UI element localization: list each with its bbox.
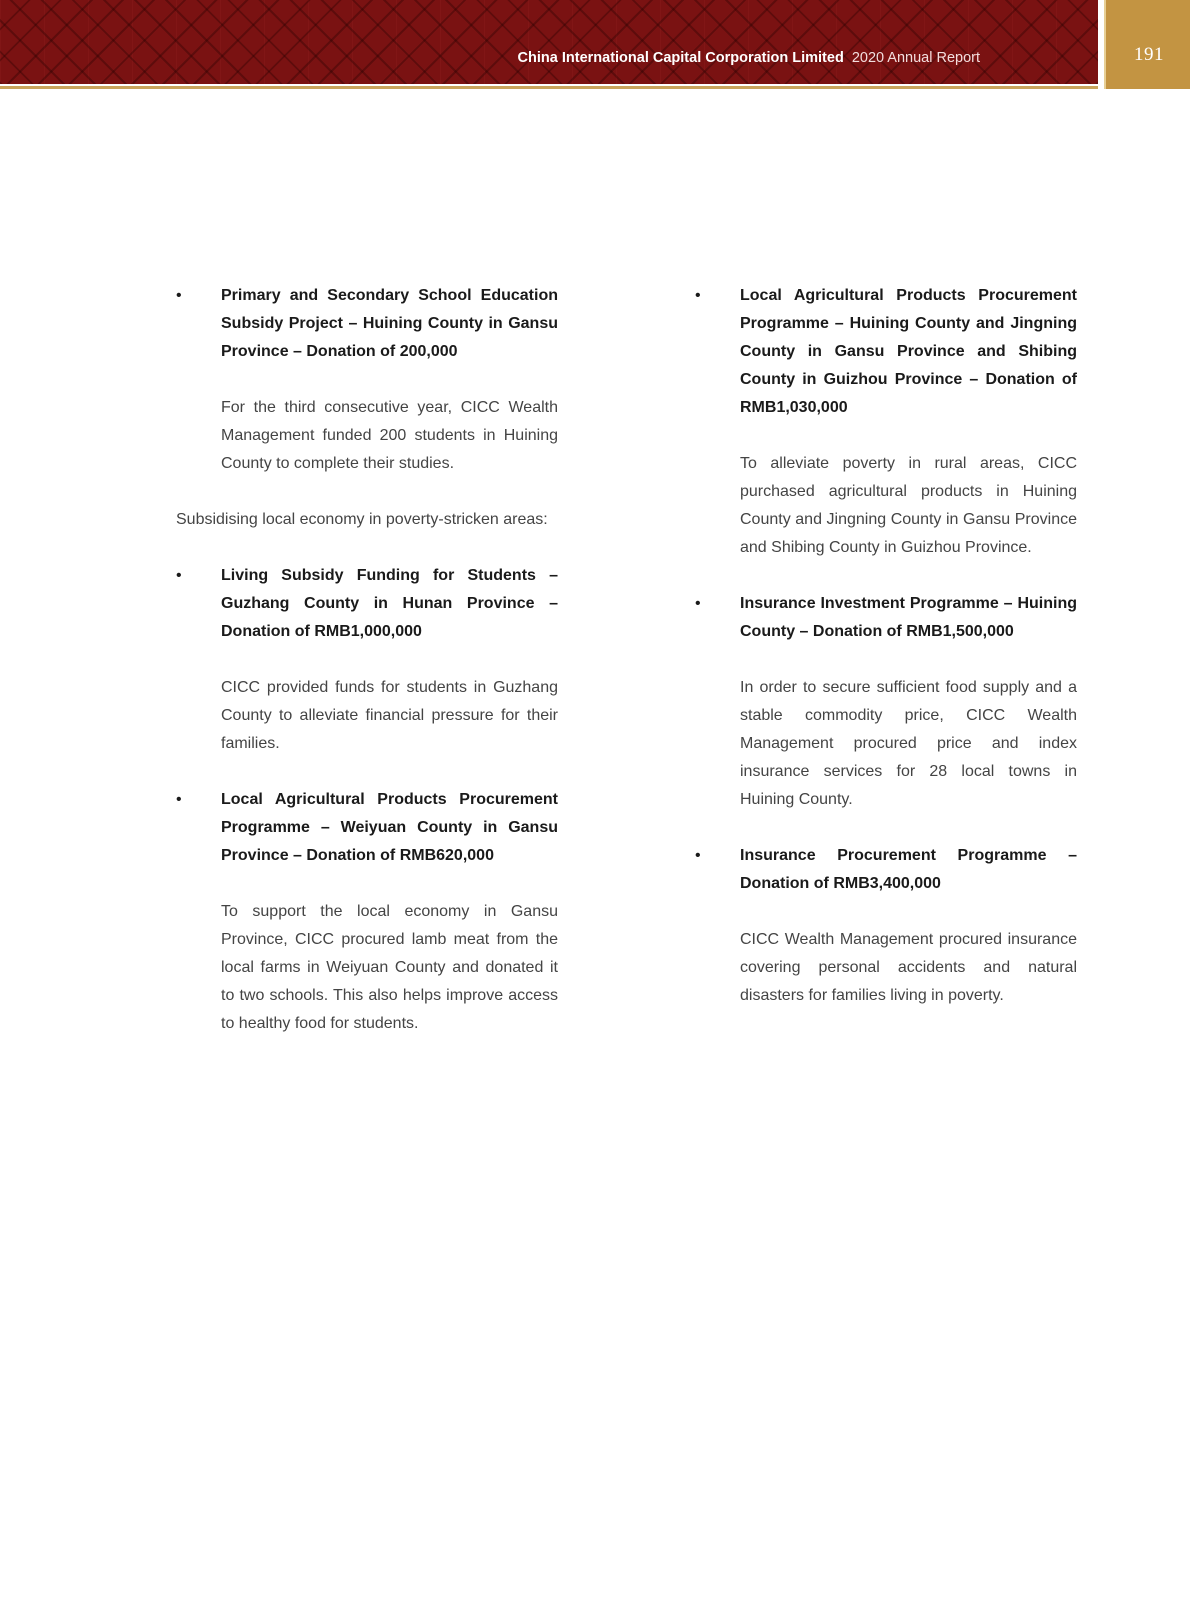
list-item [695, 590, 1077, 814]
item-body: CICC Wealth Management procured insurance covering personal accidents and natural disasters for families living in poverty. [740, 931, 1077, 1004]
item-title: Primary and Secondary School Education Subsidy Project – Huining County in Gansu Province – Donation of 200,000 [221, 287, 558, 360]
company-name: China International Capital Corporation Limited [517, 50, 844, 66]
header-banner [0, 0, 1098, 84]
item-title: Insurance Procurement Programme – Donation of RMB3,400,000 [740, 847, 1077, 892]
item-title: Local Agricultural Products Procurement Programme – Weiyuan County in Gansu Province – Donation of RMB620,000 [221, 791, 558, 864]
right-column [695, 282, 1077, 1038]
report-name: 2020 Annual Report [851, 50, 980, 66]
item-title: Local Agricultural Products Procurement Programme – Huining County and Jingning County in Gansu Province and Shibing County in Guizhou Province – Donation of RMB1,030,000 [740, 287, 1077, 416]
item-title: Insurance Investment Programme – Huining County – Donation of RMB1,500,000 [740, 595, 1077, 640]
page-number: 191 [1134, 44, 1164, 65]
list-item [695, 842, 1077, 1010]
item-body: For the third consecutive year, CICC Wealth Management funded 200 students in Huining County to complete their studies. [221, 399, 558, 472]
bullet: • [176, 791, 182, 808]
page-header [0, 0, 1190, 90]
left-column [176, 282, 558, 1066]
item-title: Living Subsidy Funding for Students – Guzhang County in Hunan Province – Donation of RMB1,000,000 [221, 567, 558, 640]
list-item [176, 282, 558, 478]
bullet: • [176, 287, 182, 304]
list-item [176, 562, 558, 758]
header-divider [0, 86, 1098, 89]
header-title [518, 50, 980, 66]
list-item [695, 282, 1077, 562]
item-body: CICC provided funds for students in Guzhang County to alleviate financial pressure for their families. [221, 679, 558, 752]
bullet: • [176, 567, 182, 584]
list-item [176, 786, 558, 1038]
item-body: To support the local economy in Gansu Province, CICC procured lamb meat from the local farms in Weiyuan County and donated it to two schools. This also helps improve access to healthy food for students. [221, 903, 558, 1032]
bullet: • [695, 847, 701, 864]
item-body: In order to secure sufficient food supply and a stable commodity price, CICC Wealth Management procured price and index insurance services for 28 local towns in Huining County. [740, 679, 1077, 808]
bullet: • [695, 595, 701, 612]
subsection-intro: Subsidising local economy in poverty-stricken areas: [176, 511, 548, 528]
page-number-box [1104, 0, 1190, 89]
item-body: To alleviate poverty in rural areas, CICC purchased agricultural products in Huining County and Jingning County in Gansu Province and Shibing County in Guizhou Province. [740, 455, 1077, 556]
bullet: • [695, 287, 701, 304]
